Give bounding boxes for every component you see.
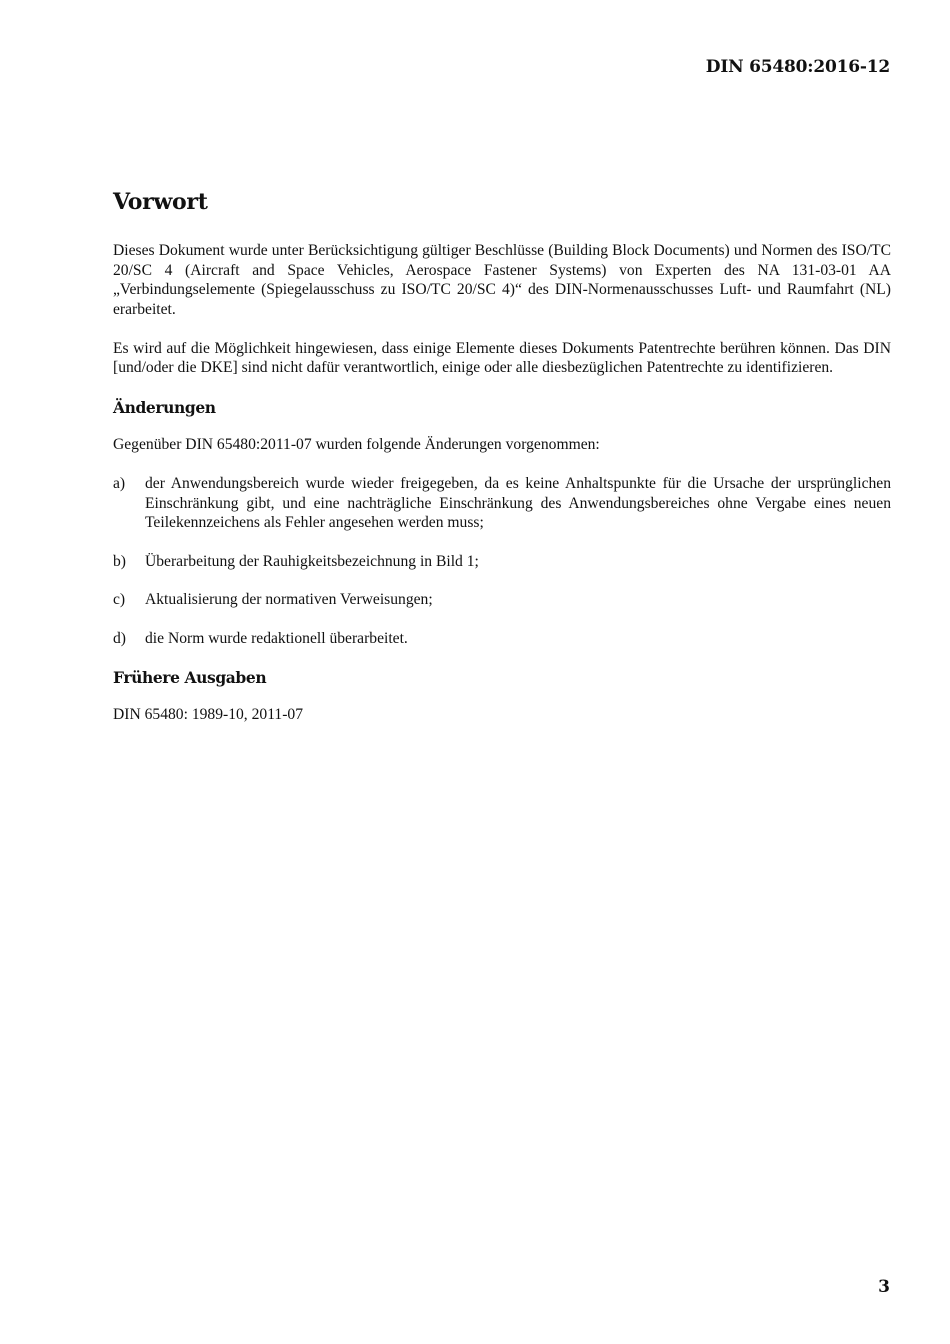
foreword-paragraph-1: Dieses Dokument wurde unter Berücksichtigung gültiger Beschlüsse (Building Block Documents) und Normen des ISO/TC 20/SC 4 (Aircraft and Space Vehicles, Aerospace Fastener Systems) von Experten des NA 131-03-01 AA „Verbindungselemente (Spiegelausschuss zu ISO/TC 20/SC 4)“ des DIN-Normenausschusses Luft- und Raumfahrt (NL) erarbeitet. [113,242,891,318]
changes-intro: Gegenüber DIN 65480:2011-07 wurden folgende Änderungen vorgenommen: [113,436,600,453]
earlier-editions-heading: Frühere Ausgaben [113,668,267,687]
list-item-text: Aktualisierung der normativen Verweisungen; [145,591,433,608]
page-title: Vorwort [113,189,208,215]
foreword-paragraph-2: Es wird auf die Möglichkeit hingewiesen, dass einige Elemente dieses Dokuments Patentrechte berühren können. Das DIN [und/oder die DKE] sind nicht dafür verantwortlich, einige oder alle diesbezüglichen Patentrechte zu identifizieren. [113,339,891,376]
list-item-text: die Norm wurde redaktionell überarbeitet. [145,629,408,647]
changes-list [113,474,891,648]
list-item [113,474,891,533]
list-item-text: Überarbeitung der Rauhigkeitsbezeichnung in Bild 1; [145,552,479,570]
list-item-text: der Anwendungsbereich wurde wieder freigegeben, da es keine Anhaltspunkte für die Ursache der ursprünglichen Einschränkung gibt, und eine nachträgliche Einschränkung des Anwendungsbereiches ohne Vergabe eines neuen Teilekennzeichens als Fehler angesehen werden muss; [145,475,891,531]
list-marker: b) [113,552,126,570]
foreword-section [113,186,891,744]
list-marker: c) [113,591,126,608]
earlier-editions-text: DIN 65480: 1989-10, 2011-07 [113,706,303,723]
document-id: DIN 65480:2016-12 [705,57,890,77]
list-marker: a) [113,475,126,492]
list-item [113,629,891,649]
list-marker: d) [113,629,126,647]
list-item [113,552,891,572]
page-number: 3 [878,1277,890,1297]
changes-heading: Änderungen [113,398,216,417]
list-item [113,590,891,610]
